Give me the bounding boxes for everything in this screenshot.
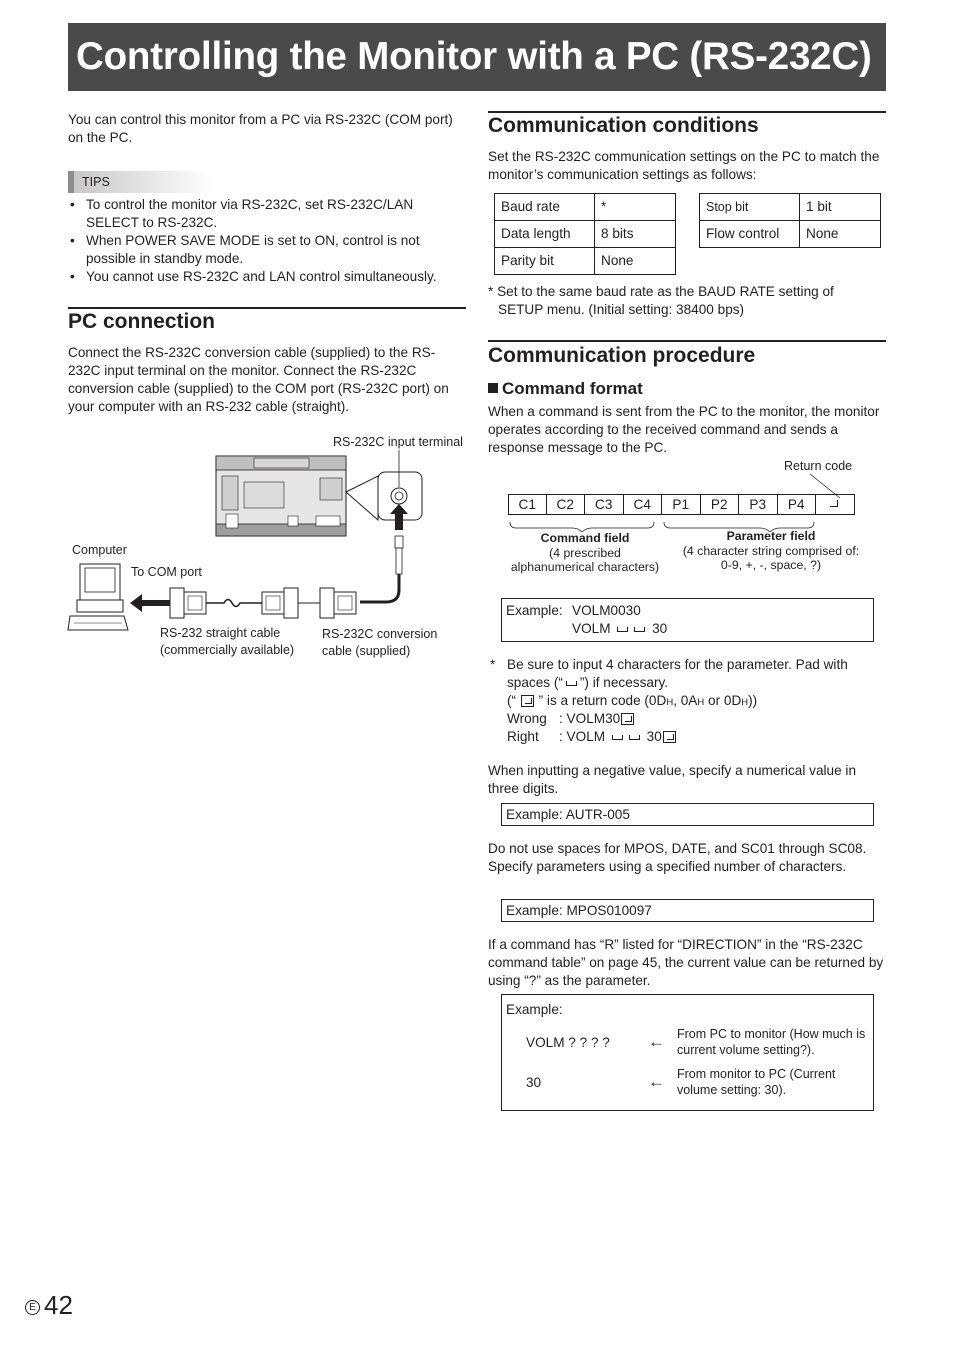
note-star: * xyxy=(490,657,496,672)
return-code-label: Return code xyxy=(784,459,853,473)
tips-list xyxy=(68,196,466,286)
intro-text: You can control this monitor from a PC via RS-232C (COM port) on the PC. xyxy=(68,112,453,145)
page-title: Controlling the Monitor with a PC (RS-232C) xyxy=(68,23,886,91)
command-cell: P3 xyxy=(739,494,778,515)
language-badge: E xyxy=(25,1300,40,1315)
parameter-note: Be sure to input 4 characters for the parameter. Pad with spaces (“ ”) if necessary. (“ ” is a return code (0DH, 0AH or 0DH)) Wrong : VOLM30 Right : VOLM 30 xyxy=(507,657,848,744)
page-number: 42 xyxy=(44,1290,73,1320)
example-description: From PC to monitor (How much is current volume setting?). xyxy=(677,1027,866,1057)
command-cell: P1 xyxy=(662,494,701,515)
parameter-field-caption: Parameter field (4 character string comprised of: 0-9, +, -, space, ?) xyxy=(682,529,860,572)
return-code-icon xyxy=(621,713,634,725)
spaces-rule-text: Do not use spaces for MPOS, DATE, and SC01 through SC08. Specify parameters using a specified number of characters. xyxy=(488,841,867,874)
arrow-left-icon: ← xyxy=(648,1072,665,1091)
example-command: VOLM ? ? ? ? xyxy=(526,1035,610,1050)
table-row: Stop bit 1 bit xyxy=(700,194,881,221)
table-row: Parity bit None xyxy=(495,248,676,275)
baud-rate-note: * Set to the same baud rate as the BAUD RATE setting of SETUP menu. (Initial setting: 38400 bps) xyxy=(488,284,834,317)
section-rule xyxy=(488,340,886,342)
command-cell: C2 xyxy=(547,494,586,515)
return-code-icon xyxy=(521,695,534,707)
conversion-cable-label: RS-232C conversion cable (supplied) xyxy=(322,627,438,658)
straight-cable-connector-left xyxy=(170,588,206,618)
conditions-table-left xyxy=(494,193,676,275)
space-symbol-icon xyxy=(617,627,628,632)
tip-item: • To control the monitor via RS-232C, set RS-232C/LAN SELECT to RS-232C. xyxy=(68,196,466,232)
example-box-1: Example: VOLM0030 VOLM 30 xyxy=(501,598,874,642)
arrow-left-icon xyxy=(130,594,170,612)
example-box-4: Example: VOLM ? ? ? ? ← From PC to monitor (How much is current volume setting?). 30 ← From monitor to PC (Current volume setting: 30). xyxy=(501,994,874,1111)
direction-text: If a command has “R” listed for “DIRECTION” in the “RS-232C command table” on page 45, the current value can be returned by using “?” as the parameter. xyxy=(488,937,884,988)
arrow-left-icon: ← xyxy=(648,1032,665,1051)
input-terminal-callout xyxy=(346,450,422,520)
computer-icon xyxy=(68,564,128,630)
example-description: From monitor to PC (Current volume setting: 30). xyxy=(677,1067,836,1097)
computer-label: Computer xyxy=(72,543,127,557)
pc-connection-body: Connect the RS-232C conversion cable (supplied) to the RS-232C input terminal on the monitor. Connect the RS-232C conversion cable (supplied) to the COM port (RS-232C port) on your computer with an RS-232 cable (straight). xyxy=(68,345,449,414)
negative-value-text: When inputting a negative value, specify a numerical value in three digits. xyxy=(488,763,857,796)
command-format-body: When a command is sent from the PC to the monitor, the monitor operates according to the received command and sends a response message to the PC. xyxy=(488,404,880,455)
section-rule xyxy=(488,111,886,113)
conversion-cable-connector xyxy=(320,588,356,618)
input-terminal-label: RS-232C input terminal xyxy=(333,435,463,449)
tip-item: • You cannot use RS-232C and LAN control simultaneously. xyxy=(68,268,466,286)
return-code-icon xyxy=(663,731,676,743)
straight-cable-line xyxy=(206,600,262,607)
command-field-caption: Command field (4 prescribed alphanumerical characters) xyxy=(510,531,660,574)
table-row: Flow control None xyxy=(700,221,881,248)
square-bullet-icon xyxy=(488,383,498,393)
straight-cable-label: RS-232 straight cable (commercially available) xyxy=(160,626,295,657)
example-box-3: Example: MPOS010097 xyxy=(501,899,874,922)
return-code-icon xyxy=(830,500,838,507)
conditions-table-right xyxy=(699,193,881,248)
example-response: 30 xyxy=(526,1075,542,1090)
space-symbol-icon xyxy=(612,735,623,740)
table-row: Data length 8 bits xyxy=(495,221,676,248)
command-cell: C1 xyxy=(508,494,547,515)
space-symbol-icon xyxy=(629,735,640,740)
command-cell: C3 xyxy=(585,494,624,515)
mini-jack-plug xyxy=(360,536,403,602)
command-format-heading: Command format xyxy=(488,378,643,400)
tip-item: • When POWER SAVE MODE is set to ON, control is not possible in standby mode. xyxy=(68,232,466,268)
command-cell: P4 xyxy=(778,494,817,515)
comm-conditions-heading: Communication conditions xyxy=(488,114,759,137)
table-row: Baud rate * xyxy=(495,194,676,221)
comm-conditions-body: Set the RS-232C communication settings on the PC to match the monitor’s communication settings as follows: xyxy=(488,149,880,182)
return-code-cell xyxy=(816,494,855,515)
section-rule xyxy=(68,307,466,309)
space-symbol-icon xyxy=(634,627,645,632)
comm-procedure-heading: Communication procedure xyxy=(488,344,756,367)
straight-cable-connector-right xyxy=(262,588,320,618)
pc-connection-heading: PC connection xyxy=(68,310,216,333)
com-port-label: To COM port xyxy=(131,565,202,579)
tips-label: TIPS xyxy=(68,171,213,193)
command-cells xyxy=(508,494,855,515)
space-symbol-icon xyxy=(566,681,577,686)
monitor-back-illustration xyxy=(216,456,346,536)
example-box-2: Example: AUTR-005 xyxy=(501,803,874,826)
command-cell: P2 xyxy=(701,494,740,515)
command-cell: C4 xyxy=(624,494,663,515)
